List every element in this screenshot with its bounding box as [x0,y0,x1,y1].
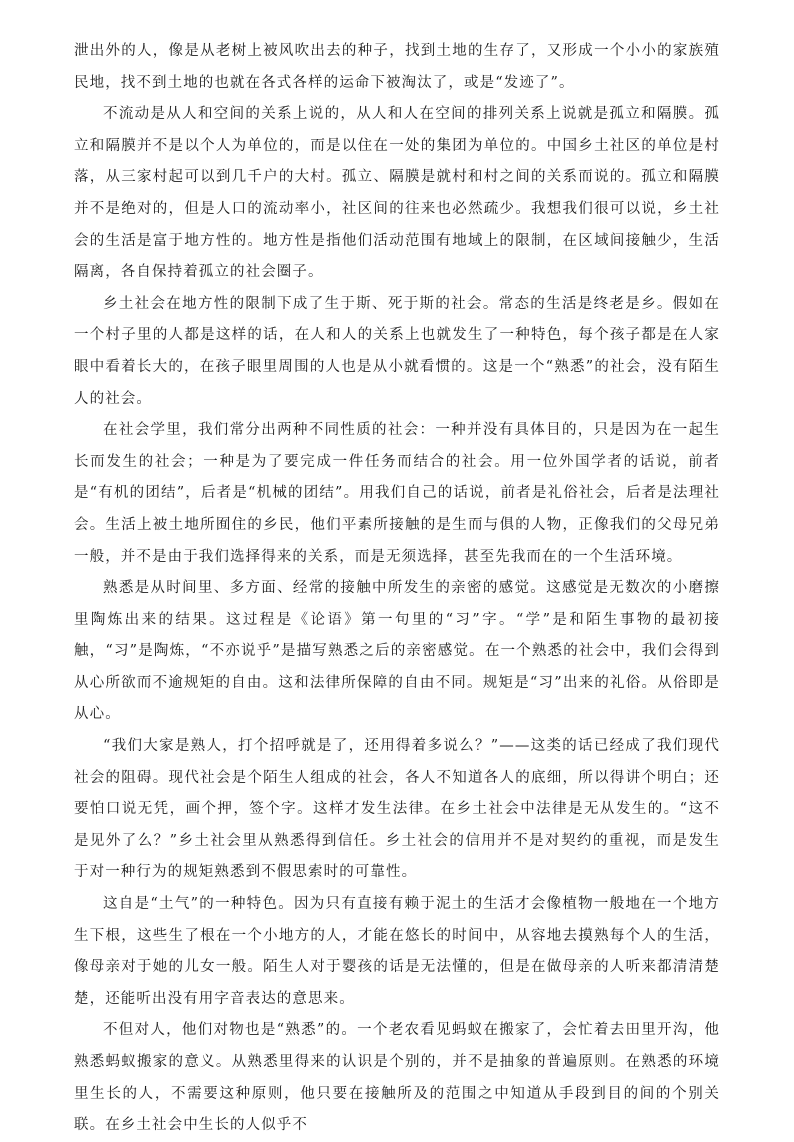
paragraph-2: 不流动是从人和空间的关系上说的，从人和人在空间的排列关系上说就是孤立和隔膜。孤立和隔膜并不是以个人为单位的，而是以住在一处的集团为单位的。中国乡土社区的单位是村落，从三家村起可以到几千户的大村。孤立、隔膜是就村和村之间的关系而说的。孤立和隔膜并不是绝对的，但是人口的流动率小，社区间的往来也必然疏少。我想我们很可以说，乡土社会的生活是富于地方性的。地方性是指他们活动范围有地域上的限制，在区域间接触少，生活隔离，各自保持着孤立的社会圈子。 [74,106,720,281]
paragraph-3: 乡土社会在地方性的限制下成了生于斯、死于斯的社会。常态的生活是终老是乡。假如在一个村子里的人都是这样的话，在人和人的关系上也就发生了一种特色，每个孩子都是在人家眼中看着长大的，在孩子眼里周围的人也是从小就看惯的。这是一个“熟悉”的社会，没有陌生人的社会。 [74,295,720,407]
paragraph-4: 在社会学里，我们常分出两种不同性质的社会：一种并没有具体目的，只是因为在一起生长而发生的社会；一种是为了要完成一件任务而结合的社会。用一位外国学者的话说，前者是“有机的团结”，后者是“机械的团结”。用我们自己的话说，前者是礼俗社会，后者是法理社会。生活上被土地所囿住的乡民，他们平素所接触的是生而与俱的人物，正像我们的父母兄弟一般，并不是由于我们选择得来的关系，而是无须选择，甚至先我而在的一个生活环境。 [74,422,720,565]
paragraph-5: 熟悉是从时间里、多方面、经常的接触中所发生的亲密的感觉。这感觉是无数次的小磨擦里陶炼出来的结果。这过程是《论语》第一句里的“习”字。“学”是和陌生事物的最初接触，“习”是陶炼，“不亦说乎”是描写熟悉之后的亲密感觉。在一个熟悉的社会中，我们会得到从心所欲而不逾规矩的自由。这和法律所保障的自由不同。规矩是“习”出来的礼俗。从俗即是从心。 [74,580,720,723]
paragraph-1: 泄出外的人，像是从老树上被风吹出去的种子，找到土地的生存了，又形成一个小小的家族殖民地，找不到土地的也就在各式各样的运命下被淘汰了，或是“发迹了”。 [74,43,720,91]
paragraph-6: “我们大家是熟人，打个招呼就是了，还用得着多说么？”——这类的话已经成了我们现代社会的阻碍。现代社会是个陌生人组成的社会，各人不知道各人的底细，所以得讲个明白；还要怕口说无凭，画个押，签个字。这样才发生法律。在乡土社会中法律是无从发生的。“这不是见外了么？”乡土社会里从熟悉得到信任。乡土社会的信用并不是对契约的重视，而是发生于对一种行为的规矩熟悉到不假思索时的可靠性。 [74,738,720,881]
document-page [74,36,720,1142]
paragraph-8: 不但对人，他们对物也是“熟悉”的。一个老农看见蚂蚁在搬家了，会忙着去田里开沟，他熟悉蚂蚁搬家的意义。从熟悉里得来的认识是个别的，并不是抽象的普遍原则。在熟悉的环境里生长的人，不需要这种原则，他只要在接触所及的范围之中知道从手段到目的间的个别关联。在乡土社会中生长的人似乎不 [74,1022,720,1134]
paragraph-7: 这自是“土气”的一种特色。因为只有直接有赖于泥土的生活才会像植物一般地在一个地方生下根，这些生了根在一个小地方的人，才能在悠长的时间中，从容地去摸熟每个人的生活，像母亲对于她的儿女一般。陌生人对于婴孩的话是无法懂的，但是在做母亲的人听来都清清楚楚，还能听出没有用字音表达的意思来。 [74,896,720,1007]
